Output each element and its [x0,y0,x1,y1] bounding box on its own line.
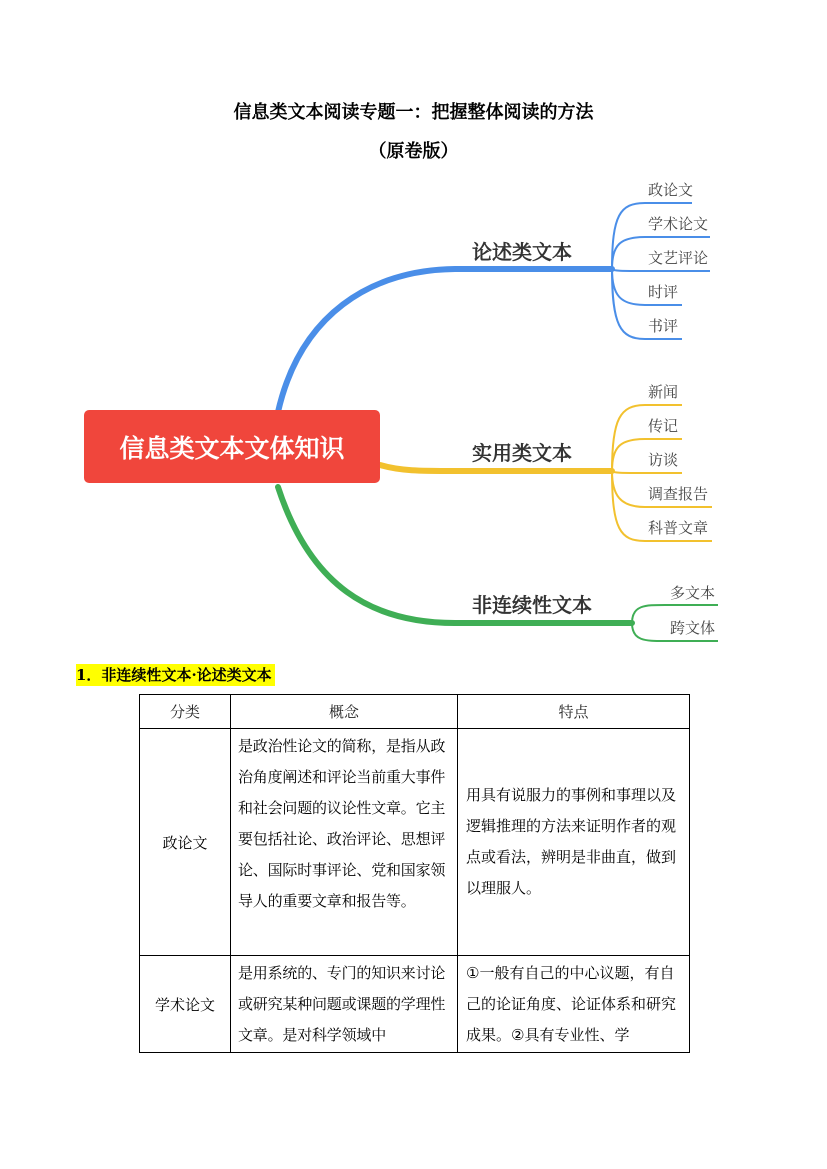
genre-table [139,694,690,1053]
leaf-interview: 访谈 [648,451,679,469]
leaf-biography: 传记 [648,417,679,435]
document-subtitle: （原卷版） [368,141,459,162]
table-header-row [140,695,690,729]
branch-label-argument: 论述类文本 [472,240,572,264]
branch-line-blue [278,269,612,412]
leaf-cross-genre: 跨文体 [670,619,716,637]
row-concept: 是政治性论文的简称，是指从政治角度阐述和评论当前重大事件和社会问题的议论性文章。它主要包括社论、政治评论、思想评论、国际时事评论、党和国家领导人的重要文章和报告等。 [231,729,458,956]
leaf-commentary: 时评 [648,283,679,301]
leaf-book-review: 书评 [648,317,679,335]
header-category: 分类 [140,695,231,729]
header-features: 特点 [458,695,690,729]
row-category: 学术论文 [140,956,231,1053]
leaf-survey-report: 调查报告 [648,485,709,503]
row-features: 用具有说服力的事例和事理以及逻辑推理的方法来证明作者的观点或看法，辨明是非曲直，做到以理服人。 [458,729,690,956]
branch-line-yellow [380,465,612,471]
section-heading: 1．非连续性文本·论述类文本 [76,664,275,686]
header-concept: 概念 [231,695,458,729]
leaf-popular-science: 科普文章 [648,519,709,537]
root-label: 信息类文本文体知识 [119,434,345,463]
leaf-news: 新闻 [648,383,679,401]
row-concept: 是用系统的、专门的知识来讨论或研究某种问题或课题的学理性文章。是对科学领域中 [238,964,446,1044]
row-concept-cell [231,956,458,1053]
table-row [140,729,690,956]
branch-label-noncontinuous: 非连续性文本 [472,593,592,617]
row-features-cell [458,956,690,1053]
mindmap-diagram [0,165,827,655]
branch-label-practical: 实用类文本 [472,441,572,465]
leaf-academic-paper: 学术论文 [648,215,709,233]
leaf-literary-review: 文艺评论 [648,249,709,267]
document-title: 信息类文本阅读专题一：把握整体阅读的方法 [233,102,594,123]
row-features: ①一般有自己的中心议题，有自己的论证角度、论证体系和研究成果。②具有专业性、学 [466,964,677,1044]
leaf-political-essay: 政论文 [648,181,694,199]
leaf-multi-text: 多文本 [670,584,716,602]
row-category: 政论文 [140,729,231,956]
table-row [140,956,690,1053]
